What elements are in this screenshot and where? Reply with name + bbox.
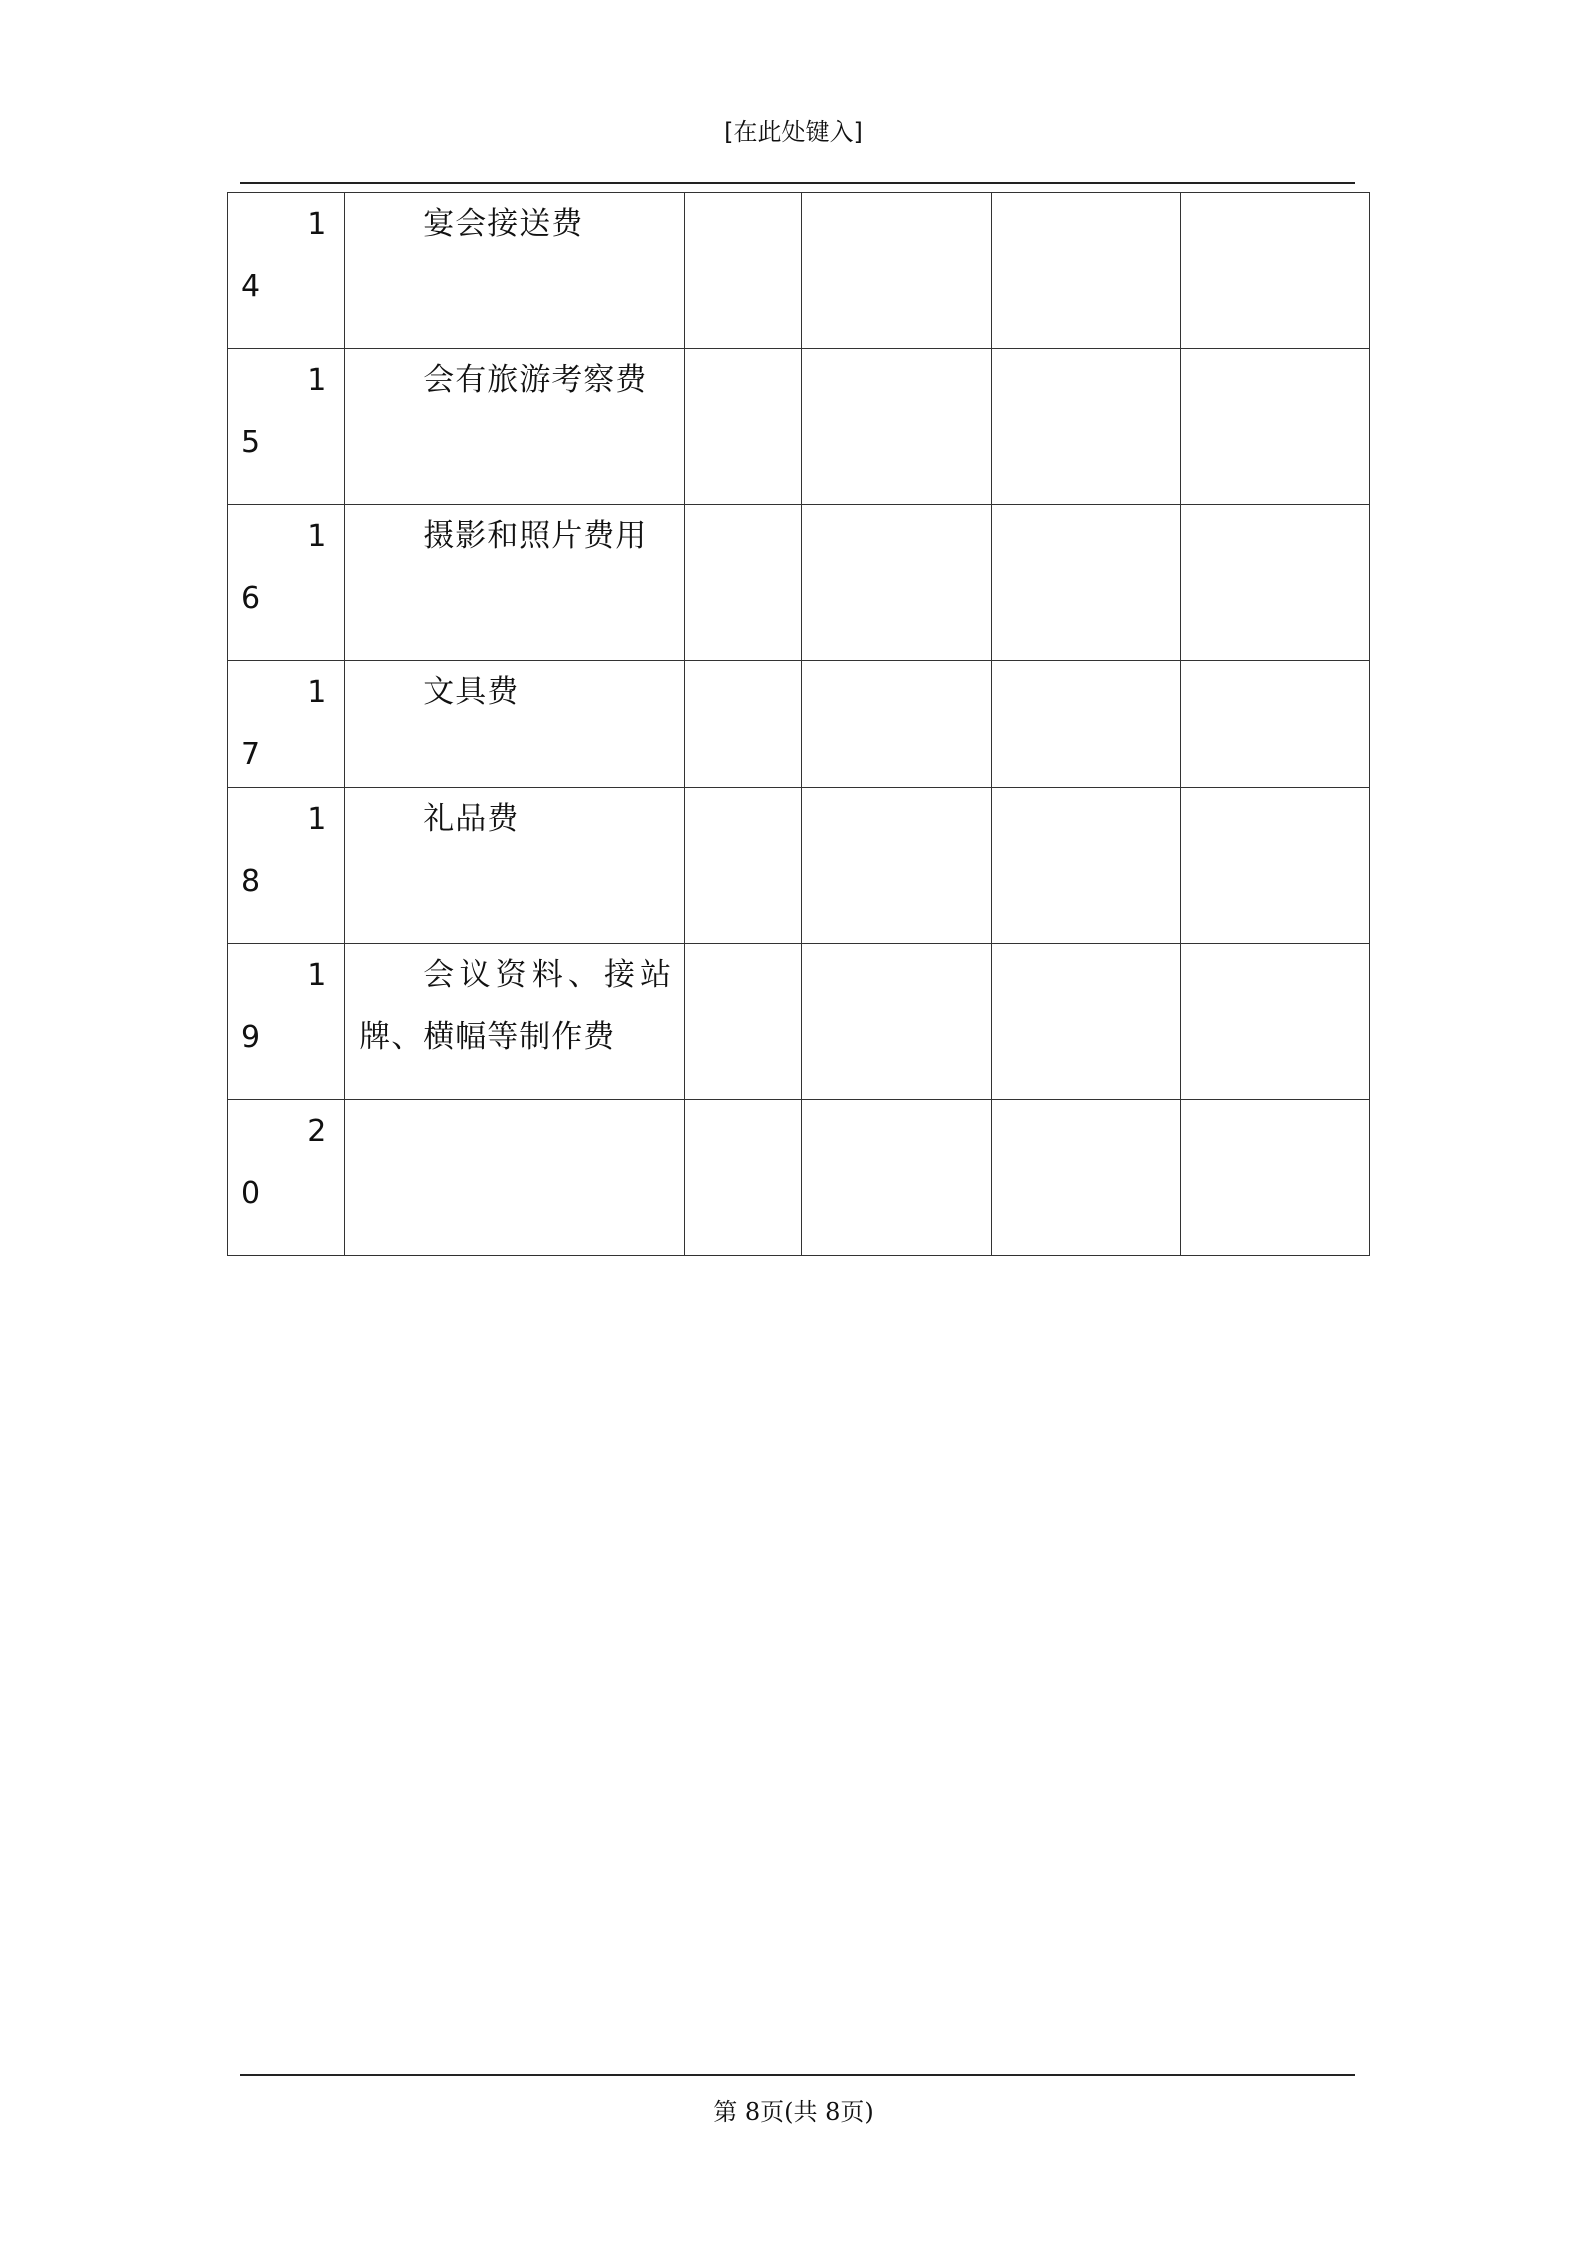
empty-cell: [1181, 349, 1370, 505]
empty-cell: [991, 193, 1180, 349]
page-header: [在此处键入]: [724, 118, 863, 146]
empty-cell: [1181, 505, 1370, 661]
item-name-cell: 摄影和照片费用: [345, 505, 685, 661]
empty-cell: [991, 944, 1180, 1100]
empty-cell: [802, 349, 991, 505]
row-number-digit: 1: [307, 675, 327, 710]
row-number-digit: 9: [241, 1020, 261, 1055]
item-name-cell: 礼品费: [345, 788, 685, 944]
empty-cell: [685, 661, 802, 788]
empty-cell: [1181, 788, 1370, 944]
row-number-digit: 0: [241, 1176, 261, 1211]
empty-cell: [1181, 661, 1370, 788]
empty-cell: [802, 788, 991, 944]
empty-cell: [1181, 1100, 1370, 1256]
header-rule: [240, 182, 1355, 184]
table-row: [228, 193, 1370, 349]
row-number-digit: 1: [307, 363, 327, 398]
table-row: [228, 1100, 1370, 1256]
table-row: [228, 349, 1370, 505]
item-name-cell: 会有旅游考察费: [345, 349, 685, 505]
item-name-cell: 宴会接送费: [345, 193, 685, 349]
table-row: [228, 944, 1370, 1100]
empty-cell: [802, 193, 991, 349]
empty-cell: [685, 1100, 802, 1256]
item-name-cell: 会议资料、接站牌、横幅等制作费: [345, 944, 685, 1100]
row-number-digit: 5: [241, 425, 261, 460]
row-number-cell: [228, 661, 345, 788]
empty-cell: [685, 505, 802, 661]
row-number-digit: 8: [241, 864, 261, 899]
row-number-cell: [228, 788, 345, 944]
empty-cell: [991, 788, 1180, 944]
empty-cell: [1181, 944, 1370, 1100]
row-number-digit: 2: [307, 1114, 327, 1149]
row-number-digit: 6: [241, 581, 261, 616]
empty-cell: [802, 505, 991, 661]
row-number-digit: 4: [241, 269, 261, 304]
row-number-digit: 1: [307, 958, 327, 993]
empty-cell: [685, 944, 802, 1100]
empty-cell: [685, 193, 802, 349]
row-number-digit: 7: [241, 737, 261, 772]
page-footer: 第 8页(共 8页): [713, 2098, 874, 2126]
table-row: [228, 505, 1370, 661]
item-name-cell: [345, 1100, 685, 1256]
table-row: [228, 661, 1370, 788]
empty-cell: [991, 1100, 1180, 1256]
table-row: [228, 788, 1370, 944]
item-name-cell: 文具费: [345, 661, 685, 788]
row-number-cell: [228, 193, 345, 349]
row-number-digit: 1: [307, 802, 327, 837]
empty-cell: [991, 661, 1180, 788]
row-number-cell: [228, 349, 345, 505]
empty-cell: [802, 661, 991, 788]
row-number-cell: [228, 944, 345, 1100]
empty-cell: [802, 944, 991, 1100]
row-number-cell: [228, 1100, 345, 1256]
empty-cell: [685, 349, 802, 505]
empty-cell: [685, 788, 802, 944]
row-number-cell: [228, 505, 345, 661]
row-number-digit: 1: [307, 519, 327, 554]
empty-cell: [802, 1100, 991, 1256]
expense-table: [227, 192, 1370, 1256]
empty-cell: [1181, 193, 1370, 349]
row-number-digit: 1: [307, 207, 327, 242]
empty-cell: [991, 349, 1180, 505]
empty-cell: [991, 505, 1180, 661]
footer-rule: [240, 2074, 1355, 2076]
